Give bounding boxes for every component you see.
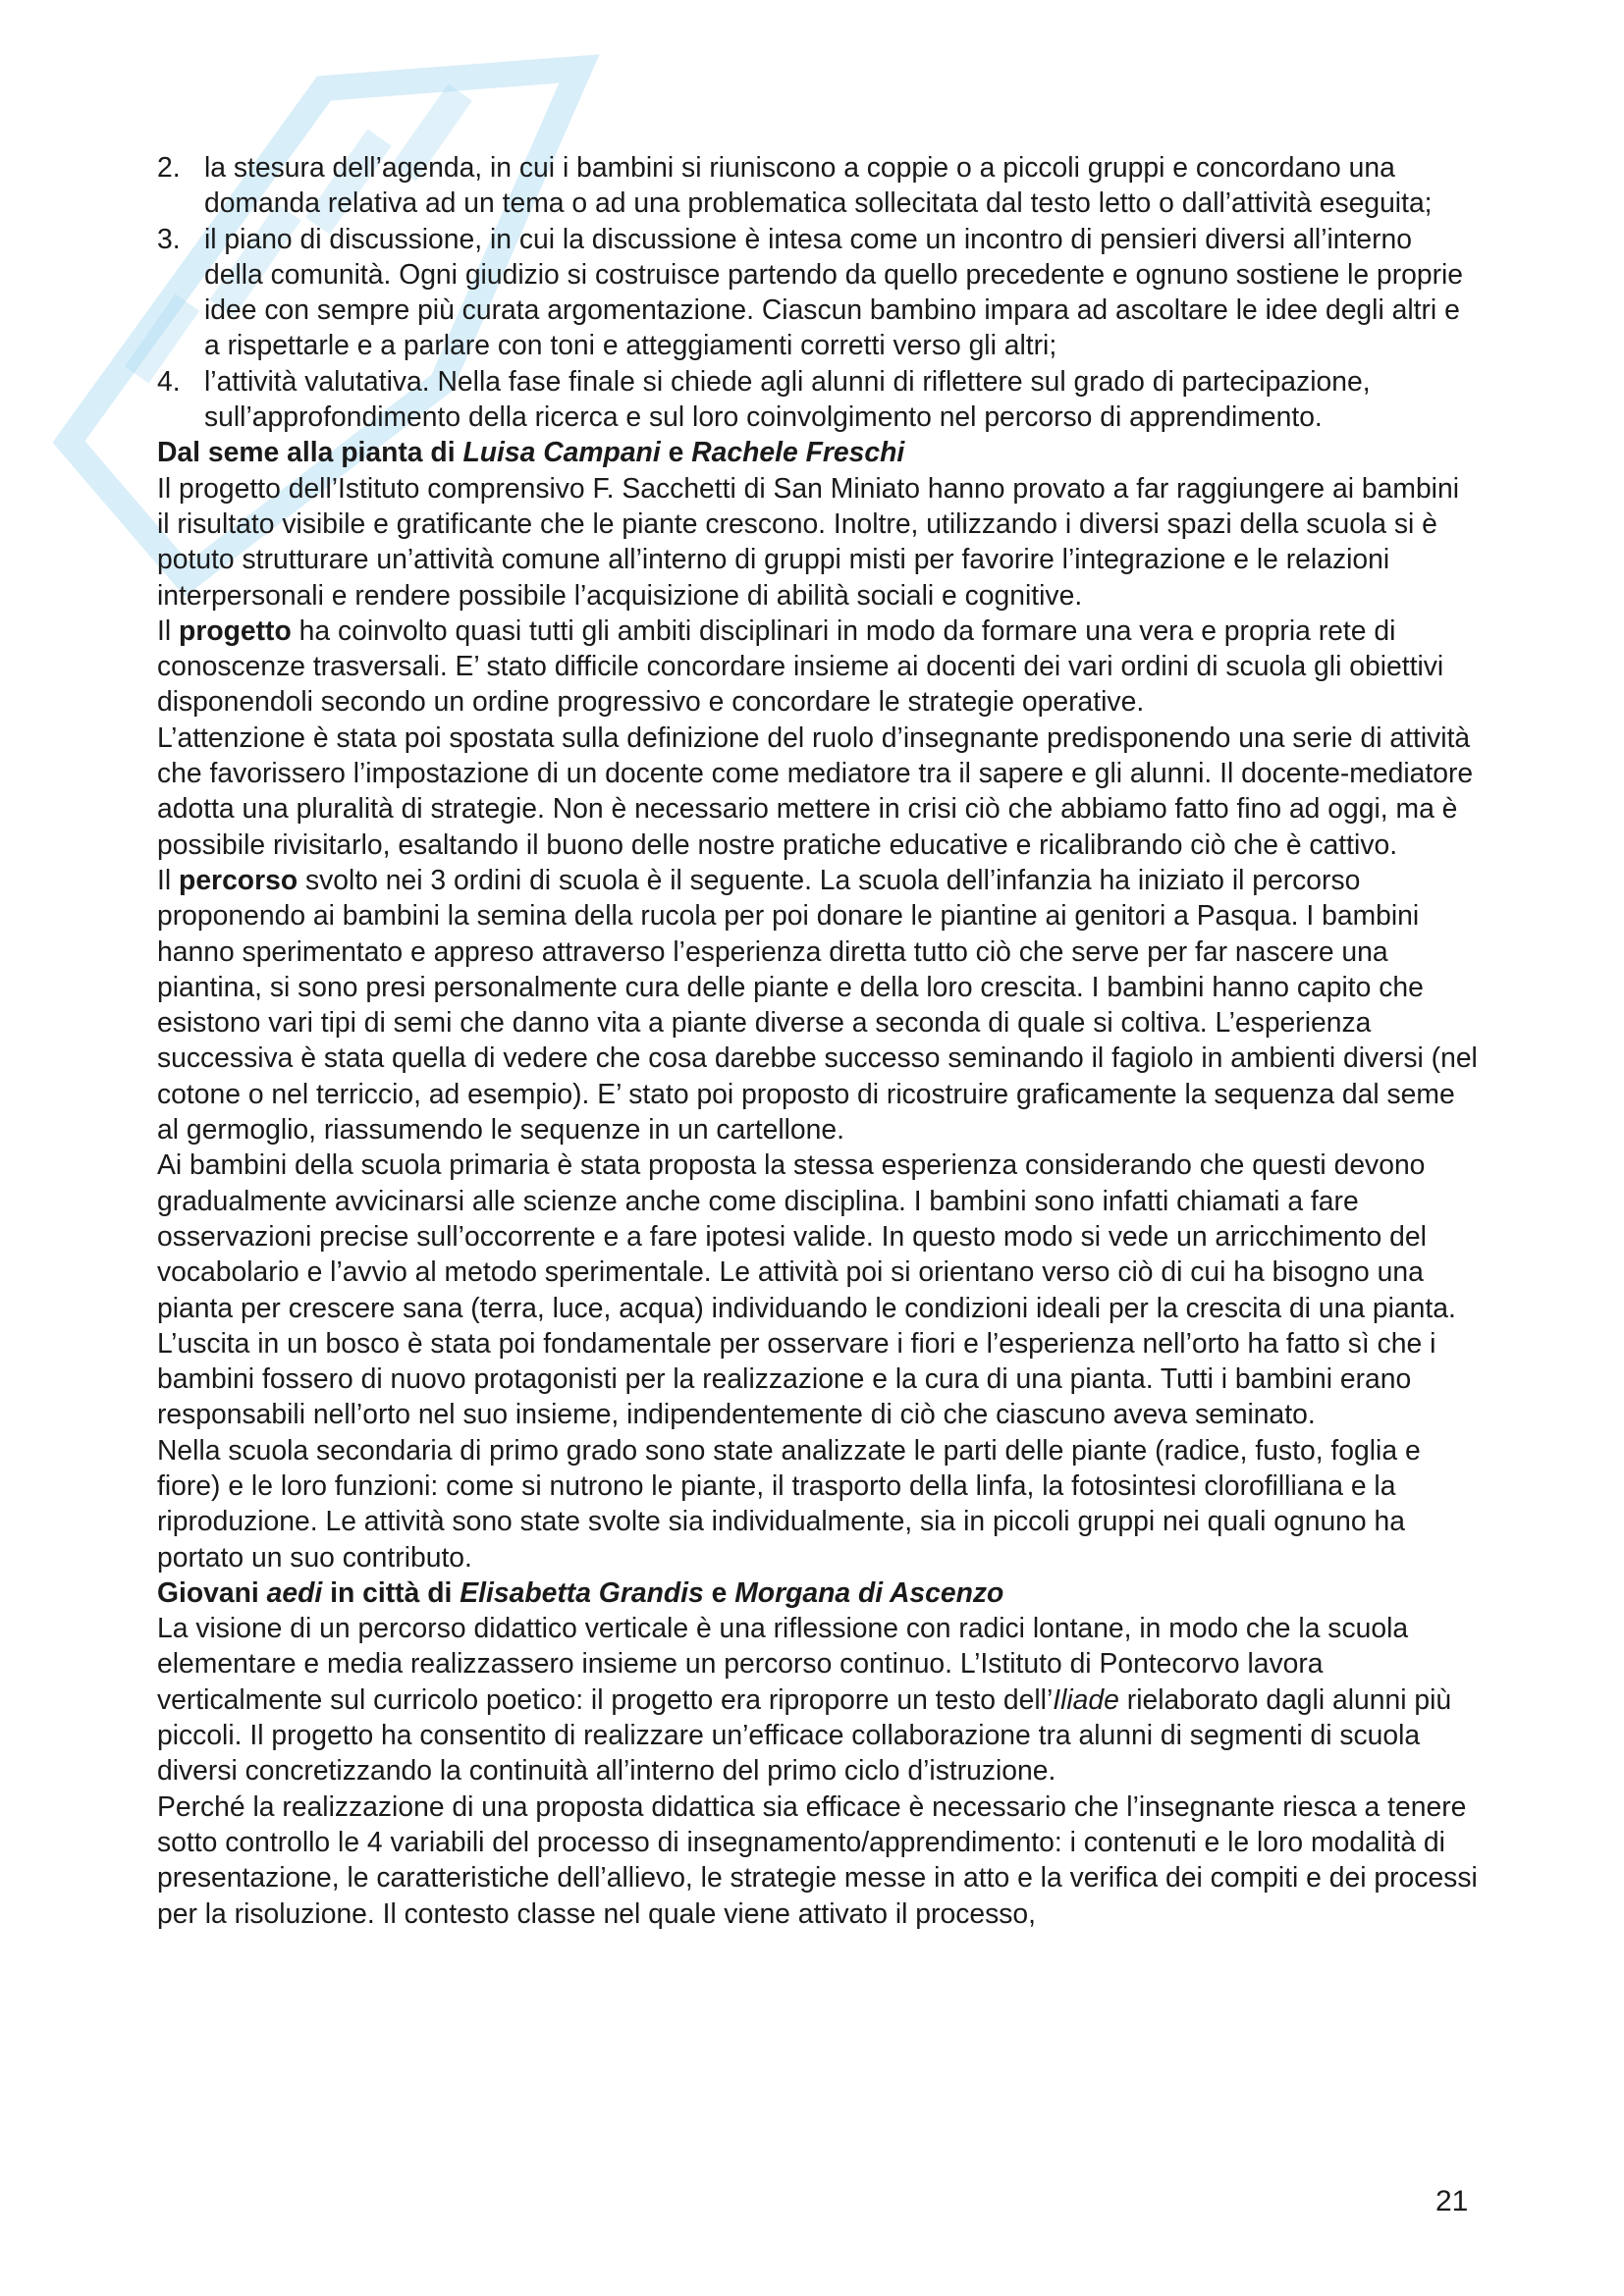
paragraph: Ai bambini della scuola primaria è stata proposta la stessa esperienza considerando che questi devono gradualmente avvicinarsi alle scienze anche come disciplina. I bambini sono infatti chiamati a fare osservazioni precise sull’occorrente e a fare ipotesi valide. In questo modo si vede un arricchimento del vocabolario e l’avvio al metodo sperimentale. Le attività poi si orientano verso ciò di cui ha bisogno una pianta per crescere sana (terra, luce, acqua) individuando le condizioni ideali per la crescita di una pianta. L’uscita in un bosco è stata poi fondamentale per osservare i fiori e l’esperienza nell’orto ha fatto sì che i bambini fossero di nuovo protagonisti per la realizzazione e la cura di una pianta. Tutti i bambini erano responsabili nell’orto nel suo insieme, indipendentemente di ciò che ciascuno aveva seminato.: [157, 1148, 1456, 1430]
list-item: [157, 363, 1478, 435]
paragraph: Il percorso svolto nei 3 ordini di scuola è il seguente. La scuola dell’infanzia ha iniziato il percorso proponendo ai bambini la semina della rucola per poi donare le piantine ai genitori a Pasqua. I bambini hanno sperimentato e appreso attraverso l’esperienza diretta tutto ciò che serve per far nascere una piantina, si sono presi personalmente cura delle piante e della loro crescita. I bambini hanno capito che esistono vari tipi di semi che danno vita a piante diverse a seconda di quale si coltiva. L’esperienza successiva è stata quella di vedere che cosa darebbe successo seminando il fagiolo in ambienti diversi (nel cotone o nel terriccio, ad esempio). E’ stato poi proposto di ricostruire graficamente la sequenza dal seme al germoglio, riassumendo le sequenze in un cartellone.: [157, 863, 1478, 1146]
italic-title: Iliade: [1053, 1682, 1119, 1715]
paragraph: La visione di un percorso didattico verticale è una riflessione con radici lontane, in modo che la scuola elementare e media realizzassero insieme un percorso continuo. L’Istituto di Pontecorvo lavora verticalmente sul curricolo poetico: il progetto era riproporre un testo dell’Iliade rielaborato dagli alunni più piccoli. Il progetto ha consentito di realizzare un’efficace collaborazione tra alunni di segmenti di scuola diversi concretizzando la continuità all’interno del primo ciclo d’istruzione.: [157, 1612, 1452, 1787]
author-name: Morgana di Ascenzo: [734, 1575, 1004, 1608]
list-item-number: 2.: [157, 151, 181, 183]
heading-connector: di: [427, 1575, 453, 1608]
author-name: Rachele Freschi: [691, 436, 905, 468]
list-item: [157, 221, 1478, 363]
paragraph: L’attenzione è stata poi spostata sulla definizione del ruolo d’insegnante predisponendo una serie di attività che favorissero l’impostazione di un docente come mediatore tra il sapere e gli alunni. Il docente-mediatore adotta una pluralità di strategie. Non è necessario mettere in crisi ciò che abbiamo fatto fino ad oggi, ma è possibile rivisitarlo, esaltando il buono delle nostre pratiche educative e ricalibrando ciò che è cattivo.: [157, 721, 1474, 860]
heading-connector: e: [668, 436, 684, 468]
paragraph: Perché la realizzazione di una proposta didattica sia efficace è necessario che l’insegnante riesca a tenere sotto controllo le 4 variabili del processo di insegnamento/apprendimento: i contenuti e le loro modalità di presentazione, le caratteristiche dell’allievo, le strategie messe in atto e la verifica dei compiti e dei processi per la risoluzione. Il contesto classe nel quale viene attivato il processo,: [157, 1789, 1478, 1929]
list-item-text: il piano di discussione, in cui la discussione è intesa come un incontro di pensieri diversi all’interno della comunità. Ogni giudizio si costruisce partendo da quello precedente e ognuno sostiene le proprie idee con sempre più curata argomentazione. Ciascun bambino impara ad ascoltare le idee degli altri e a rispettarle e a parlare con toni e atteggiamenti corretti verso gli altri;: [204, 222, 1464, 361]
section-heading: Giovani aedi in città di Elisabetta Grandis e Morgana di Ascenzo: [157, 1575, 1004, 1608]
section-title: Dal seme alla pianta: [157, 436, 423, 468]
list-item: [157, 149, 1478, 221]
list-item-number: 3.: [157, 222, 181, 254]
list-item-text: la stesura dell’agenda, in cui i bambini si riuniscono a coppie o a piccoli gruppi e concordano una domanda relativa ad un tema o ad una problematica sollecitata dal testo letto o dall’attività eseguita;: [204, 151, 1433, 219]
list-item-number: 4.: [157, 364, 181, 397]
paragraph: Il progetto ha coinvolto quasi tutti gli ambiti disciplinari in modo da formare una vera e propria rete di conoscenze trasversali. E’ stato difficile concordare insieme ai docenti dei vari ordini di scuola gli obiettivi disponendoli secondo un ordine progressivo e concordare le strategie operative.: [157, 614, 1444, 718]
paragraph: Il progetto dell’Istituto comprensivo F. Sacchetti di San Miniato hanno provato a far raggiungere ai bambini il risultato visibile e gratificante che le piante crescono. Inoltre, utilizzando i diversi spazi della scuola si è potuto strutturare un’attività comune all’interno di gruppi misti per favorire l’integrazione e le relazioni interpersonali e rendere possibile l’acquisizione di abilità sociali e cognitive.: [157, 471, 1459, 611]
author-name: Elisabetta Grandis: [460, 1575, 704, 1608]
bold-term: progetto: [179, 614, 292, 646]
heading-connector: di: [430, 436, 456, 468]
paragraph: Nella scuola secondaria di primo grado sono state analizzate le parti delle piante (radice, fusto, foglia e fiore) e le loro funzioni: come si nutrono le piante, il trasporto della linfa, la fotosintesi clorofilliana e la riproduzione. Le attività sono state svolte sia individualmente, sia in piccoli gruppi nei quali ognuno ha portato un suo contributo.: [157, 1433, 1421, 1573]
bold-term: percorso: [179, 863, 298, 895]
author-name: Luisa Campani: [462, 436, 661, 468]
document-body: [157, 149, 1478, 1931]
section-heading: [157, 434, 1478, 469]
list-item-text: l’attività valutativa. Nella fase finale si chiede agli alunni di riflettere sul grado di partecipazione, sull’approfondimento della ricerca e sul loro coinvolgimento nel percorso di apprendimento.: [204, 364, 1371, 433]
heading-italic-word: aedi: [266, 1575, 323, 1608]
heading-connector: e: [711, 1575, 728, 1608]
numbered-list: [157, 149, 1478, 434]
page-number: 21: [1435, 2185, 1469, 2217]
